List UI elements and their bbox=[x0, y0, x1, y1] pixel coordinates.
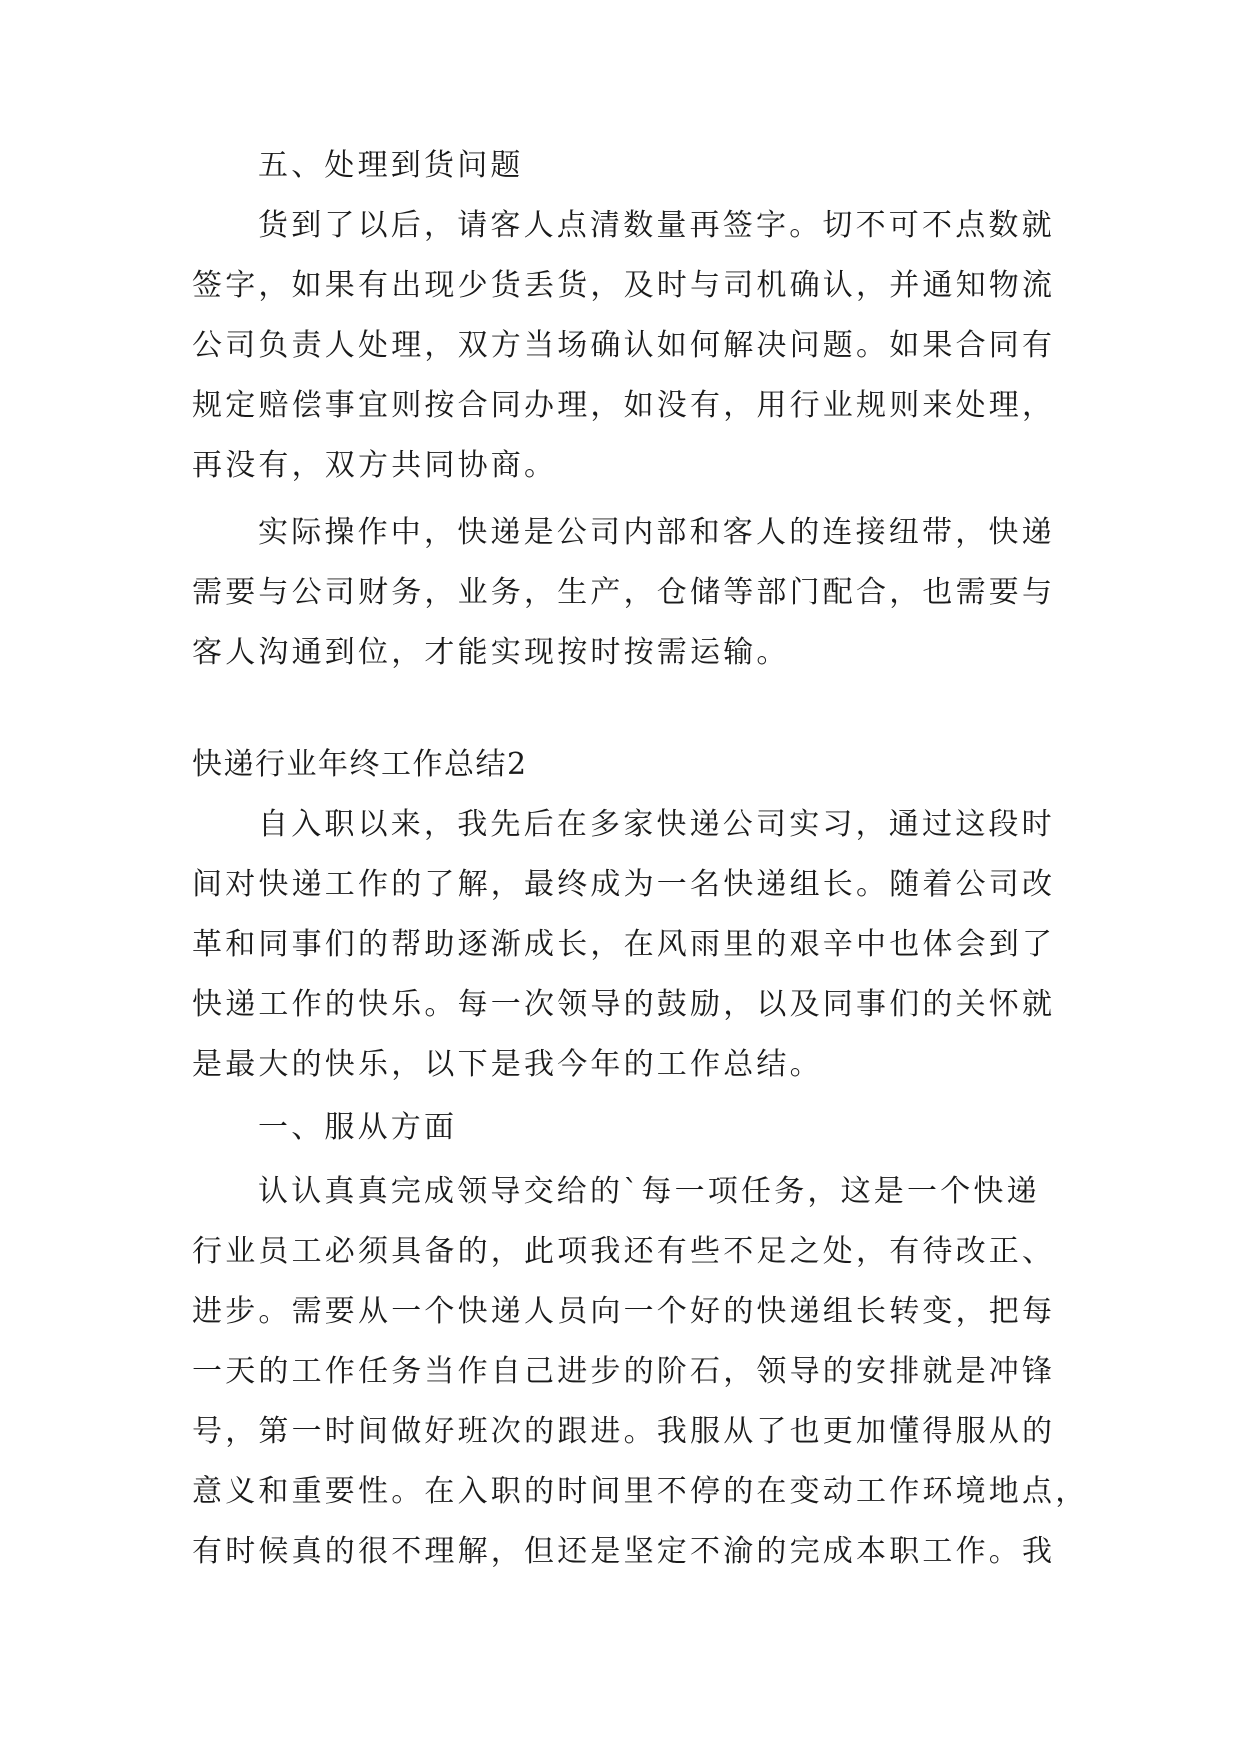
paragraph-line: 签字，如果有出现少货丢货，及时与司机确认，并通知物流 bbox=[192, 268, 1056, 303]
paragraph-line: 认认真真完成领导交给的`每一项任务，这是一个快递 bbox=[258, 1174, 1040, 1209]
paragraph-line: 自入职以来，我先后在多家快递公司实习，通过这段时 bbox=[258, 807, 1055, 842]
paragraph-line: 是最大的快乐，以下是我今年的工作总结。 bbox=[192, 1047, 823, 1082]
paragraph-line: 进步。需要从一个快递人员向一个好的快递组长转变，把每 bbox=[192, 1294, 1056, 1329]
paragraph-line: 需要与公司财务，业务，生产，仓储等部门配合，也需要与 bbox=[192, 575, 1056, 610]
paragraph-line: 再没有，双方共同协商。 bbox=[192, 448, 558, 483]
section-heading-arrival: 五、处理到货问题 bbox=[258, 148, 524, 183]
paragraph-line: 行业员工必须具备的，此项我还有些不足之处，有待改正、 bbox=[192, 1234, 1056, 1269]
paragraph-line: 货到了以后，请客人点清数量再签字。切不可不点数就 bbox=[258, 208, 1055, 243]
paragraph-line: 快递工作的快乐。每一次领导的鼓励，以及同事们的关怀就 bbox=[192, 987, 1056, 1022]
paragraph-line: 公司负责人处理，双方当场确认如何解决问题。如果合同有 bbox=[192, 328, 1056, 363]
paragraph-line: 革和同事们的帮助逐渐成长，在风雨里的艰辛中也体会到了 bbox=[192, 927, 1056, 962]
paragraph-line: 间对快递工作的了解，最终成为一名快递组长。随着公司改 bbox=[192, 867, 1056, 902]
paragraph-line: 一天的工作任务当作自己进步的阶石，领导的安排就是冲锋 bbox=[192, 1354, 1056, 1389]
paragraph-line: 规定赔偿事宜则按合同办理，如没有，用行业规则来处理， bbox=[192, 388, 1056, 423]
paragraph-line: 客人沟通到位，才能实现按时按需运输。 bbox=[192, 635, 790, 670]
paragraph-line: 实际操作中，快递是公司内部和客人的连接纽带，快递 bbox=[258, 515, 1055, 550]
document-title: 快递行业年终工作总结2 bbox=[192, 747, 528, 782]
section-heading-obedience: 一、服从方面 bbox=[258, 1110, 458, 1145]
paragraph-line: 有时候真的很不理解，但还是坚定不渝的完成本职工作。我 bbox=[192, 1534, 1056, 1569]
paragraph-line: 号，第一时间做好班次的跟进。我服从了也更加懂得服从的 bbox=[192, 1414, 1056, 1449]
paragraph-line: 意义和重要性。在入职的时间里不停的在变动工作环境地点， bbox=[192, 1474, 1089, 1509]
